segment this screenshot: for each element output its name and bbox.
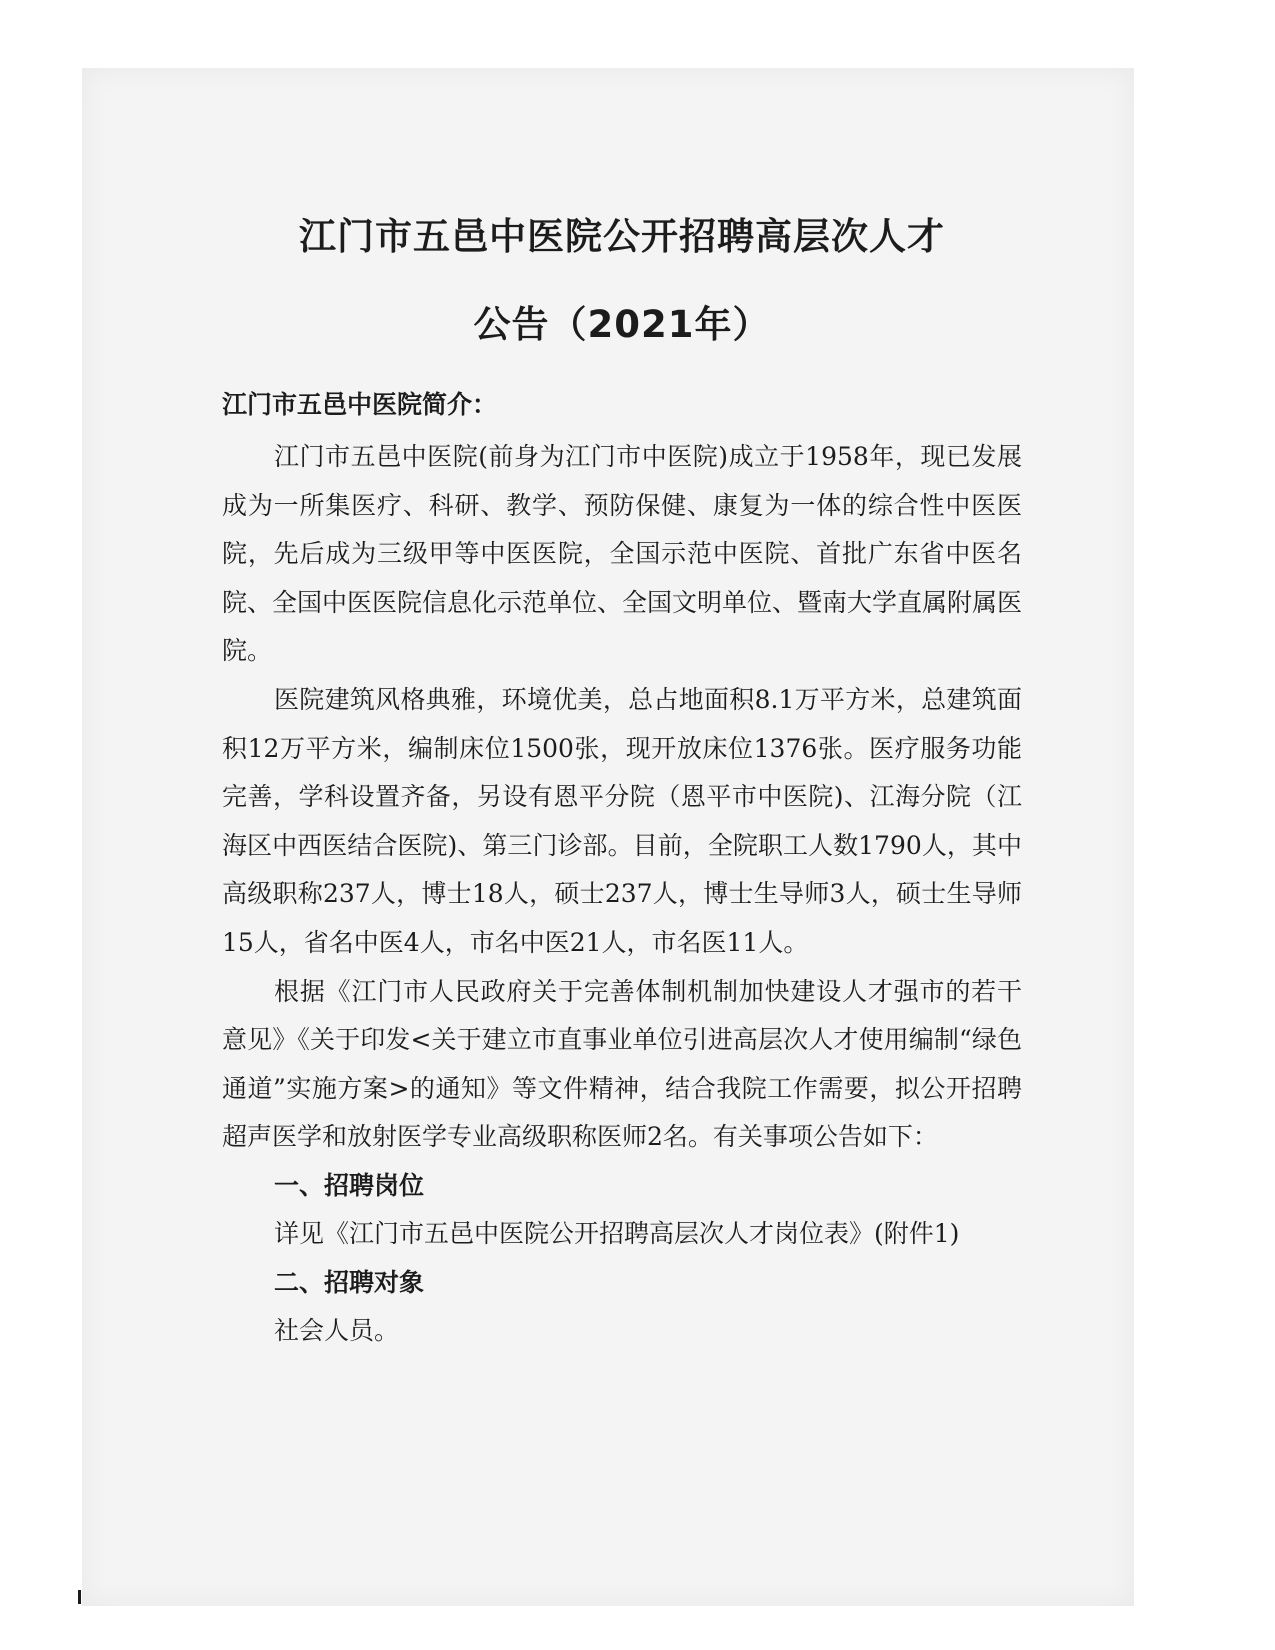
scan-edge-mark [78,1590,81,1604]
section-1-text: 详见《江门市五邑中医院公开招聘高层次人才岗位表》(附件1) [274,1218,960,1248]
section-2-text: 社会人员。 [274,1315,400,1345]
intro-paragraph-2: 医院建筑风格典雅，环境优美，总占地面积8.1万平方米，总建筑面积12万平方米，编制床位1500张，现开放床位1376张。医疗服务功能完善，学科设置齐备，另设有恩平分院（恩平市中医院)、江海分院（江海区中西医结合医院)、第三门诊部。目前，全院职工人数1790人，其中高级职称237人，博士18人，硕士237人，博士生导师3人，硕士生导师15人，省名中医4人，市名中医21人，市名医11人。 [222,684,1022,957]
intro-paragraph-3: 根据《江门市人民政府关于完善体制机制加快建设人才强市的若干意见》《关于印发<关于建立市直事业单位引进高层次人才使用编制“绿色通道”实施方案>的通知》等文件精神，结合我院工作需要，拟公开招聘超声医学和放射医学专业高级职称医师2名。有关事项公告如下： [222,976,1022,1152]
intro-paragraph-1: 江门市五邑中医院(前身为江门市中医院)成立于1958年，现已发展成为一所集医疗、科研、教学、预防保健、康复为一体的综合性中医医院，先后成为三级甲等中医医院，全国示范中医院、首批广东省中医名院、全国中医医院信息化示范单位、全国文明单位、暨南大学直属附属医院。 [222,442,1023,666]
document-title-line2: 公告（2021年） [473,303,771,346]
section-2-heading: 二、招聘对象 [274,1267,425,1297]
section-1-heading: 一、招聘岗位 [274,1170,425,1200]
document-title-line1: 江门市五邑中医院公开招聘高层次人才 [299,215,945,258]
intro-heading: 江门市五邑中医院简介： [222,390,498,419]
document-body [222,205,1022,1355]
